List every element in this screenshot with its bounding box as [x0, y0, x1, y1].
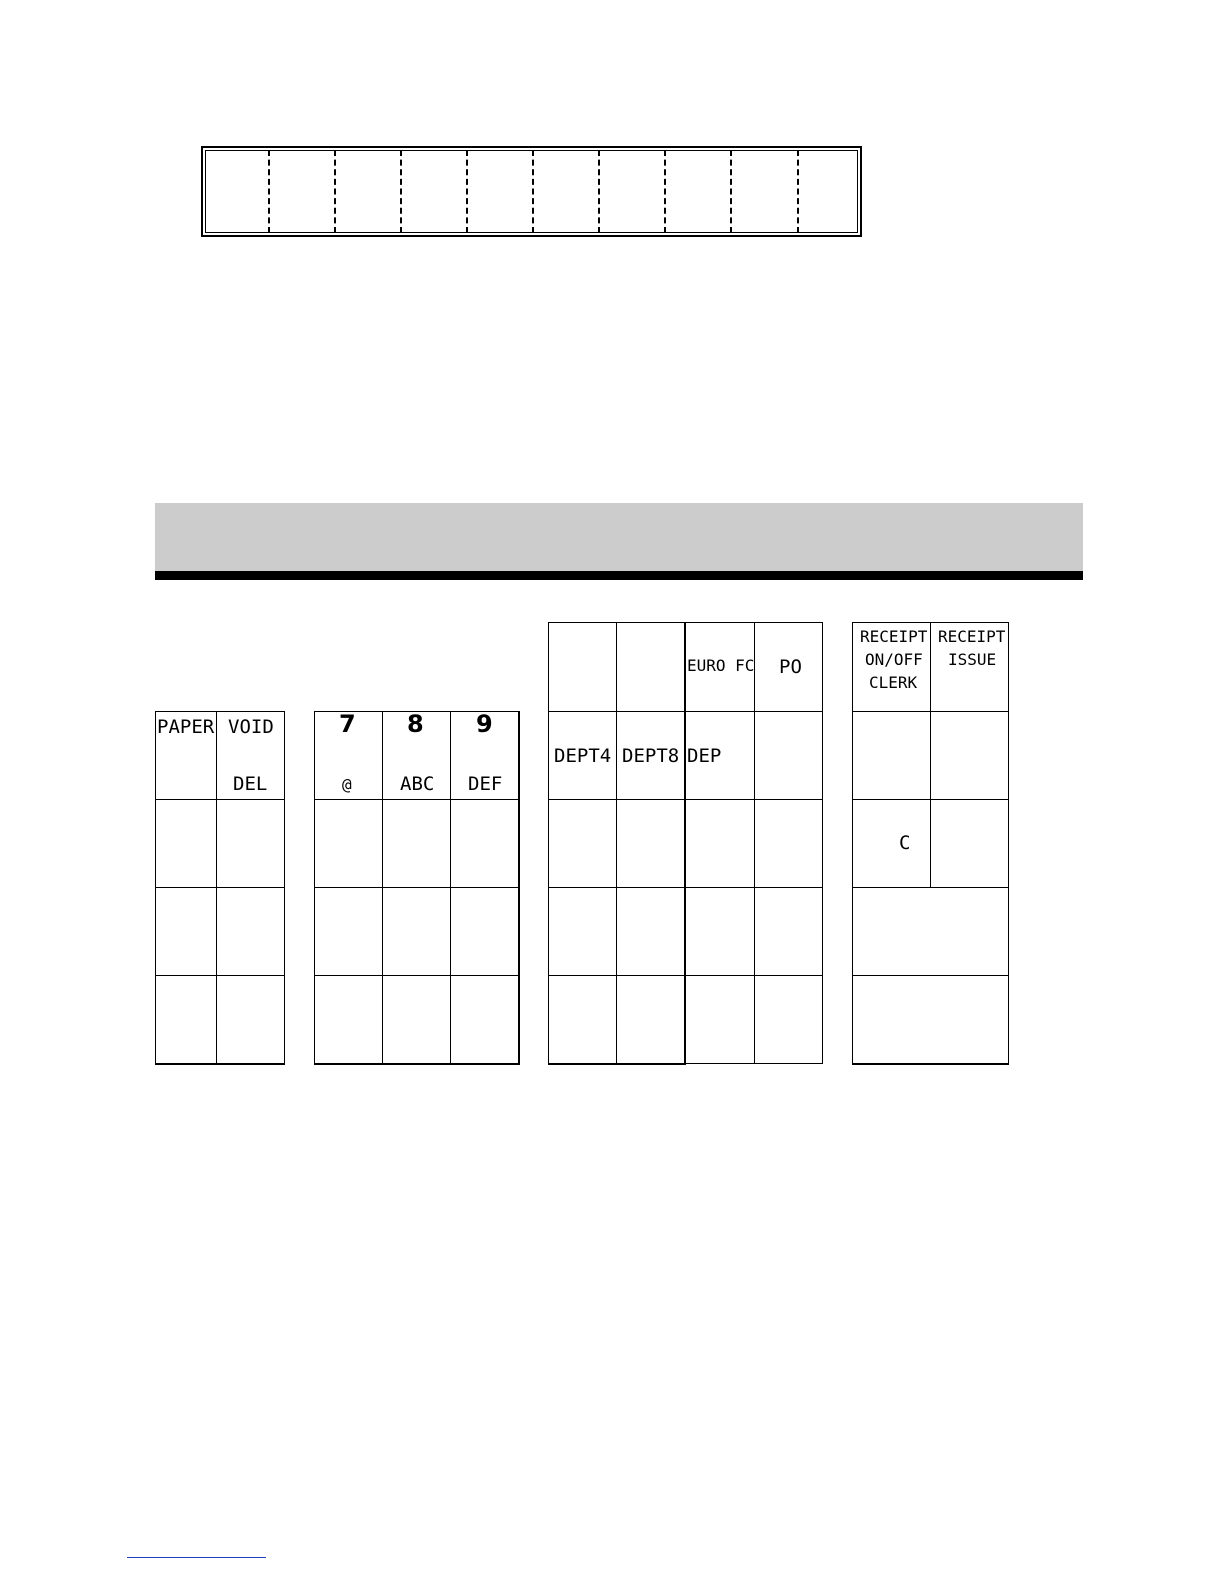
footnote-separator — [127, 1557, 266, 1558]
dept8-key[interactable] — [616, 711, 686, 800]
po-key[interactable] — [754, 622, 823, 712]
blank-key[interactable] — [930, 799, 1009, 888]
clear-key[interactable] — [852, 799, 931, 888]
receipt-issue-label-line1: RECEIPT — [938, 627, 1006, 646]
display-digit-divider — [268, 150, 270, 233]
section-rule — [155, 571, 1083, 580]
display-digit-divider — [532, 150, 534, 233]
blank-key[interactable] — [450, 975, 520, 1065]
blank-key[interactable] — [548, 799, 617, 888]
receipt-onoff-label-line1: RECEIPT — [860, 627, 928, 646]
void-key-label: VOID — [228, 716, 274, 738]
key-8-sublabel: ABC — [400, 773, 435, 795]
display-panel — [201, 146, 862, 237]
blank-key[interactable] — [685, 887, 755, 976]
key-9-label: 9 — [476, 710, 493, 738]
key-8[interactable] — [382, 711, 451, 800]
key-7-sublabel: @ — [342, 775, 352, 794]
wide-blank-key[interactable] — [852, 975, 1009, 1065]
blank-key[interactable] — [548, 622, 617, 712]
blank-key[interactable] — [382, 887, 451, 976]
blank-key[interactable] — [216, 975, 285, 1065]
blank-key[interactable] — [852, 711, 931, 800]
wide-blank-key[interactable] — [852, 887, 1009, 976]
blank-key[interactable] — [314, 975, 383, 1065]
blank-key[interactable] — [685, 975, 755, 1064]
blank-key[interactable] — [930, 711, 1009, 800]
blank-key[interactable] — [450, 799, 520, 888]
blank-key[interactable] — [616, 975, 686, 1065]
blank-key[interactable] — [616, 799, 686, 888]
blank-key[interactable] — [314, 799, 383, 888]
blank-key[interactable] — [382, 799, 451, 888]
display-digit-divider — [466, 150, 468, 233]
receipt-issue-key[interactable] — [930, 622, 1009, 712]
blank-key[interactable] — [155, 887, 217, 976]
dep-key[interactable] — [685, 711, 755, 800]
del-key-label: DEL — [233, 773, 268, 795]
po-key-label: PO — [779, 656, 802, 678]
euro-fc-key-label: EURO FC — [687, 656, 755, 675]
blank-key[interactable] — [314, 887, 383, 976]
receipt-issue-label-line2: ISSUE — [948, 650, 997, 669]
void-del-key[interactable] — [216, 711, 285, 800]
receipt-onoff-label-line3: CLERK — [869, 673, 918, 692]
dept8-key-label: DEPT8 — [622, 745, 680, 767]
blank-key[interactable] — [616, 887, 686, 976]
paper-key[interactable] — [155, 711, 217, 800]
blank-key[interactable] — [216, 799, 285, 888]
dept4-key-label: DEPT4 — [554, 745, 612, 767]
blank-key[interactable] — [450, 887, 520, 976]
display-digit-divider — [400, 150, 402, 233]
display-digit-divider — [797, 150, 799, 233]
blank-key[interactable] — [155, 799, 217, 888]
display-digit-divider — [598, 150, 600, 233]
blank-key[interactable] — [548, 887, 617, 976]
key-9-sublabel: DEF — [468, 773, 503, 795]
blank-key[interactable] — [216, 887, 285, 976]
paper-key-label: PAPER — [157, 716, 215, 738]
blank-key[interactable] — [754, 799, 823, 888]
blank-key[interactable] — [155, 975, 217, 1065]
section-banner — [155, 503, 1083, 571]
dept4-key[interactable] — [548, 711, 617, 800]
receipt-onoff-clerk-key[interactable] — [852, 622, 931, 712]
display-digit-divider — [334, 150, 336, 233]
blank-key[interactable] — [754, 887, 823, 976]
dep-key-label: DEP — [687, 745, 722, 767]
blank-key[interactable] — [382, 975, 451, 1065]
display-digit-divider — [664, 150, 666, 233]
key-7[interactable] — [314, 711, 383, 800]
euro-fc-key[interactable] — [685, 622, 755, 712]
key-7-label: 7 — [339, 710, 356, 738]
blank-key[interactable] — [754, 975, 823, 1064]
receipt-onoff-label-line2: ON/OFF — [865, 650, 923, 669]
key-8-label: 8 — [407, 710, 424, 738]
display-digit-divider — [730, 150, 732, 233]
clear-key-label: C — [899, 832, 911, 854]
blank-key[interactable] — [548, 975, 617, 1065]
blank-key[interactable] — [616, 622, 686, 712]
key-9[interactable] — [450, 711, 520, 800]
blank-key[interactable] — [685, 799, 755, 888]
blank-key[interactable] — [754, 711, 823, 800]
